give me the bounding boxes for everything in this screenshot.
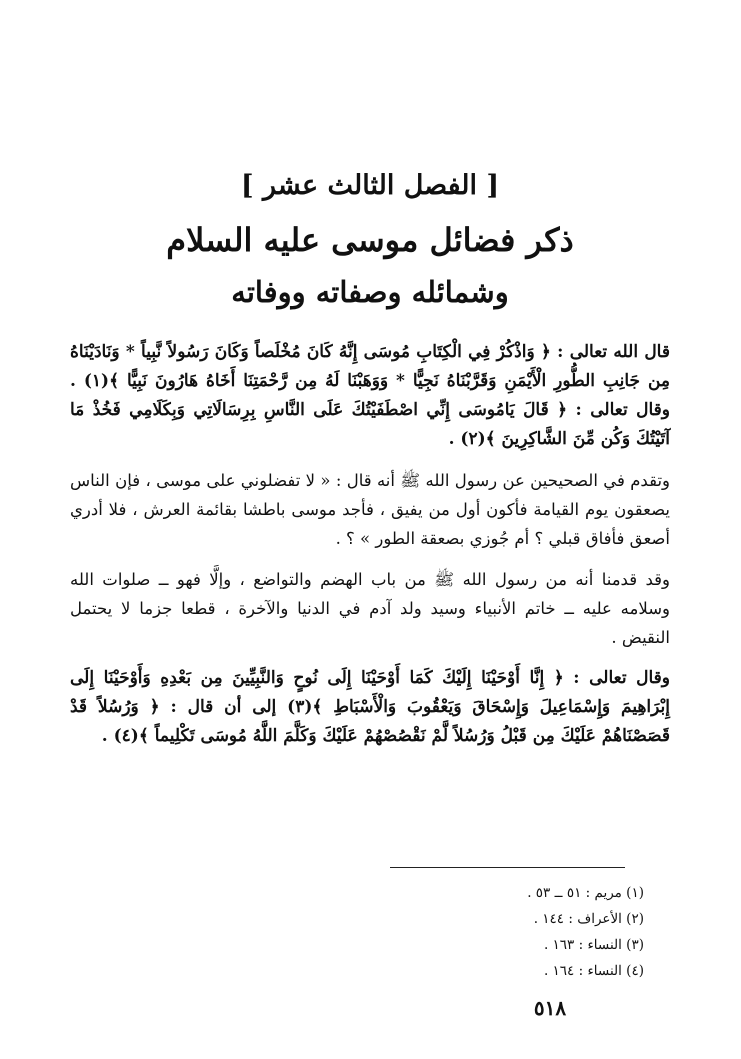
paragraph-4: وقال تعالى : ﴿ إِنَّا أَوْحَيْنَا إِلَيْكَ كَمَا أَوْحَيْنَا إِلَى نُوحٍ وَالنَّبِيِّينَ مِن بَعْدِهِ وَأَوْحَيْنَا إِلَى إِبْرَاهِيمَ وَإِسْمَاعِيلَ وَإِسْحَاقَ وَيَعْقُوبَ وَالْأَسْبَاطِ ﴾(٣) إلى أن قال : ﴿ وَرُسُلاً قَدْ قَصَصْنَاهُمْ عَلَيْكَ مِن قَبْلُ وَرُسُلاً لَّمْ نَقْصُصْهُمْ عَلَيْكَ وَكَلَّمَ اللَّهُ مُوسَى تَكْلِيماً ﴾(٤) . bbox=[70, 668, 670, 746]
footnote-4: (٤) النساء : ١٦٤ . bbox=[543, 963, 644, 979]
chapter-subheading: وشمائله وصفاته ووفاته bbox=[231, 275, 509, 309]
footnote-divider bbox=[390, 867, 625, 868]
paragraph-2: وتقدم في الصحيحين عن رسول الله ﷺ أنه قال : « لا تفضلوني على موسى ، فإن الناس يصعقون يوم القيامة فأكون أول من يفيق ، فأجد موسى باطشا بقائمة العرش ، فلا أدري أصعق فأفاق قبلي ؟ أم جُوزي بصعقة الطور » ؟ . bbox=[70, 471, 670, 548]
paragraph-3: وقد قدمنا أنه من رسول الله ﷺ من باب الهضم والتواضع ، وإلَّا فهو ــ صلوات الله وسلامه عليه ــ خاتم الأنبياء وسيد ولد آدم في الدنيا والآخرة ، قطعا جزما لا يحتمل النقيض . bbox=[70, 570, 670, 647]
body-text bbox=[70, 338, 670, 763]
footnote-1: (١) مريم : ٥١ ــ ٥٣ . bbox=[527, 885, 644, 901]
page-number: ٥١٨ bbox=[533, 996, 567, 1020]
footnote-2: (٢) الأعراف : ١٤٤ . bbox=[533, 911, 644, 927]
chapter-titles bbox=[70, 160, 670, 316]
chapter-title: [ الفصل الثالث عشر ] bbox=[240, 170, 500, 201]
footnotes bbox=[300, 880, 644, 984]
footnote-3: (٣) النساء : ١٦٣ . bbox=[543, 937, 644, 953]
paragraph-1: قال الله تعالى : ﴿ وَاذْكُرْ فِي الْكِتَابِ مُوسَى إِنَّهُ كَانَ مُخْلَصاً وَكَانَ رَسُولاً نَّبِياً * وَنَادَيْنَاهُ مِن جَانِبِ الطُّورِ الْأَيْمَنِ وَقَرَّبْنَاهُ نَجِيًّا * وَوَهَبْنَا لَهُ مِن رَّحْمَتِنَا أَخَاهُ هَارُونَ نَبِيًّا ﴾(١) . وقال تعالى : ﴿ قَالَ يَامُوسَى إِنِّي اصْطَفَيْتُكَ عَلَى النَّاسِ بِرِسَالَاتِي وَبِكَلَامِي فَخُذْ مَا آتَيْتُكَ وَكُن مِّنَ الشَّاكِرِينَ ﴾(٢) . bbox=[70, 342, 670, 449]
chapter-heading: ذكر فضائل موسى عليه السلام bbox=[166, 221, 574, 259]
